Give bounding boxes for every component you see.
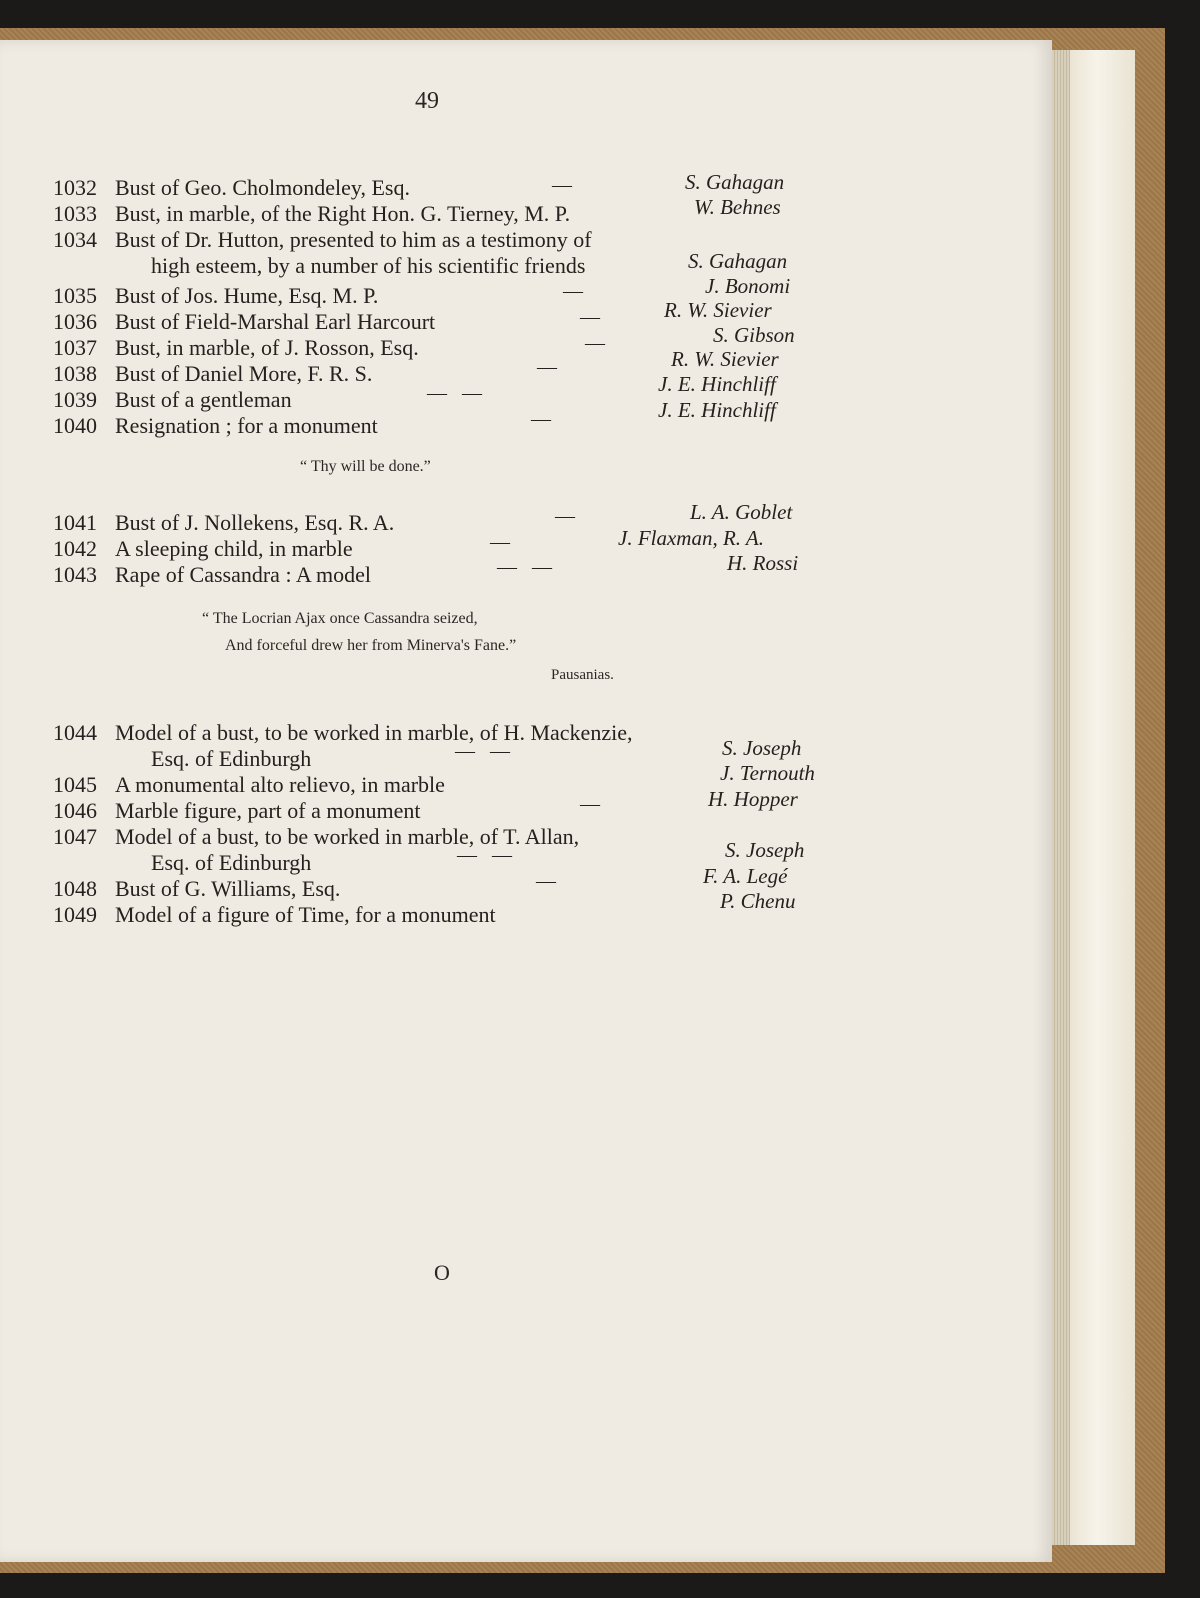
quote-1040: “ Thy will be done.”: [300, 458, 431, 475]
entry-dash: — —: [457, 844, 512, 866]
entry-title: Bust, in marble, of the Right Hon. G. Tierney, M. P.: [115, 201, 571, 226]
signature-mark: O: [434, 1260, 450, 1285]
entry-dash: —: [580, 306, 600, 328]
entry-number: 1047: [53, 824, 97, 849]
entry-artist: S. Gahagan: [685, 170, 785, 194]
entry-number: 1043: [53, 562, 97, 587]
entry-dash: —: [531, 408, 551, 430]
entry-number: 1037: [53, 335, 97, 360]
entry-title: Bust of Daniel More, F. R. S.: [115, 361, 373, 386]
entry-1037: [53, 335, 970, 361]
entry-number: 1042: [53, 536, 97, 561]
entry-number: 1041: [53, 510, 97, 535]
entry-number: 1039: [53, 387, 97, 412]
page-edges: [1040, 50, 1135, 1545]
entry-title: Bust, in marble, of J. Rosson, Esq.: [115, 335, 419, 360]
entry-dash: —: [490, 531, 510, 553]
entry-1038: [53, 361, 970, 387]
entry-artist: J. Flaxman, R. A.: [618, 526, 764, 550]
entry-title-continued: Esq. of Edinburgh: [151, 746, 312, 771]
entry-title-continued: high esteem, by a number of his scientific friends: [151, 253, 586, 278]
entry-1045: [53, 772, 970, 798]
entry-number: 1048: [53, 876, 97, 901]
entry-title: Bust of Dr. Hutton, presented to him as a testimony of: [115, 227, 592, 252]
entry-title: Bust of Geo. Cholmondeley, Esq.: [115, 175, 410, 200]
entry-1032: [53, 175, 970, 201]
entry-dash: —: [563, 280, 583, 302]
entry-1049: [53, 902, 970, 928]
entry-number: 1034: [53, 227, 97, 252]
entry-dash: —: [536, 870, 556, 892]
entry-artist: L. A. Goblet: [690, 500, 793, 524]
entry-1033: [53, 201, 970, 227]
entry-artist: S. Joseph: [722, 736, 802, 760]
entry-dash: — —: [455, 740, 510, 762]
page-number: 49: [415, 88, 439, 114]
entry-artist: S. Joseph: [725, 838, 805, 862]
entry-number: 1038: [53, 361, 97, 386]
entry-title: Bust of a gentleman: [115, 387, 292, 412]
entry-number: 1045: [53, 772, 97, 797]
entry-title: A sleeping child, in marble: [115, 536, 353, 561]
entry-1041: [53, 510, 970, 536]
entry-number: 1036: [53, 309, 97, 334]
entry-artist: J. E. Hinchliff: [658, 398, 776, 422]
entry-artist: J. Bonomi: [705, 274, 791, 298]
entry-number: 1049: [53, 902, 97, 927]
entry-dash: —: [585, 332, 605, 354]
entry-artist: P. Chenu: [720, 889, 796, 913]
entry-title: Bust of Jos. Hume, Esq. M. P.: [115, 283, 379, 308]
entry-title: Bust of J. Nollekens, Esq. R. A.: [115, 510, 395, 535]
entry-dash: —: [552, 174, 572, 196]
entry-title-continued: Esq. of Edinburgh: [151, 850, 312, 875]
entry-1036: [53, 309, 970, 335]
entry-artist: H. Rossi: [727, 551, 799, 575]
entry-number: 1044: [53, 720, 97, 745]
entry-artist: J. E. Hinchliff: [658, 372, 776, 396]
entry-number: 1046: [53, 798, 97, 823]
entry-artist: J. Ternouth: [720, 761, 815, 785]
quote-1043-line1: “ The Locrian Ajax once Cassandra seized,: [202, 610, 478, 627]
entry-title: Marble figure, part of a monument: [115, 798, 421, 823]
entry-title: Rape of Cassandra : A model: [115, 562, 372, 587]
entry-number: 1035: [53, 283, 97, 308]
entry-title: Bust of G. Williams, Esq.: [115, 876, 341, 901]
entry-1044: [53, 720, 970, 772]
quote-1043-line2: And forceful drew her from Minerva's Fane.”: [225, 637, 517, 654]
entry-dash: —: [537, 356, 557, 378]
entry-artist: S. Gibson: [713, 323, 795, 347]
entry-artist: W. Behnes: [694, 195, 781, 219]
entry-artist: S. Gahagan: [688, 249, 788, 273]
entry-artist: R. W. Sievier: [664, 298, 772, 322]
entry-title: A monumental alto relievo, in marble: [115, 772, 445, 797]
entry-number: 1040: [53, 413, 97, 438]
entry-artist: F. A. Legé: [703, 864, 788, 888]
entry-dash: — —: [427, 382, 482, 404]
entry-artist: H. Hopper: [708, 787, 798, 811]
entry-artist: R. W. Sievier: [671, 347, 779, 371]
entry-dash: —: [580, 793, 600, 815]
entry-1039: [53, 387, 970, 413]
entry-title: Model of a bust, to be worked in marble, of H. Mackenzie,: [115, 720, 633, 745]
entry-title: Bust of Field-Marshal Earl Harcourt: [115, 309, 436, 334]
entry-number: 1033: [53, 201, 97, 226]
quote-1043-source: Pausanias.: [551, 667, 614, 683]
entry-dash: —: [555, 505, 575, 527]
entry-title: Resignation ; for a monument: [115, 413, 378, 438]
entry-1034: [53, 227, 970, 279]
entry-title: Model of a bust, to be worked in marble, of T. Allan,: [115, 824, 580, 849]
entry-1046: [53, 798, 970, 824]
entry-1040: [53, 413, 970, 439]
entry-dash: — —: [497, 556, 552, 578]
entry-1048: [53, 876, 970, 902]
entry-number: 1032: [53, 175, 97, 200]
entry-1035: [53, 283, 970, 309]
entry-title: Model of a figure of Time, for a monument: [115, 902, 496, 927]
